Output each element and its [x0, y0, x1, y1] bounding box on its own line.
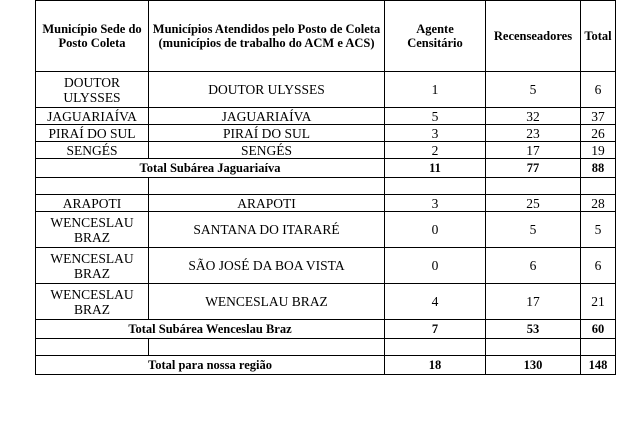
- cell-total: 26: [581, 125, 616, 142]
- cell-agente: 5: [385, 108, 486, 125]
- grand-total-row: [36, 356, 616, 375]
- cell-agente: 2: [385, 142, 486, 159]
- spacer-row: [36, 178, 616, 195]
- cell-agente: 0: [385, 248, 486, 284]
- cell-agente: 4: [385, 284, 486, 320]
- cell-municipio: SANTANA DO ITARARÉ: [149, 212, 385, 248]
- cell-agente: 1: [385, 72, 486, 108]
- cell-municipio: DOUTOR ULYSSES: [149, 72, 385, 108]
- cell-sede: DOUTOR ULYSSES: [36, 72, 149, 108]
- table-row: [36, 142, 616, 159]
- empty-cell: [486, 178, 581, 195]
- empty-cell: [36, 339, 149, 356]
- grand-total-total: 148: [581, 356, 616, 375]
- cell-recenseadores: 5: [486, 212, 581, 248]
- cell-municipio: PIRAÍ DO SUL: [149, 125, 385, 142]
- cell-sede: WENCESLAU BRAZ: [36, 284, 149, 320]
- cell-sede: WENCESLAU BRAZ: [36, 248, 149, 284]
- cell-municipio: SENGÉS: [149, 142, 385, 159]
- table-row: [36, 125, 616, 142]
- cell-total: 6: [581, 72, 616, 108]
- cell-total: 37: [581, 108, 616, 125]
- grand-total-label: Total para nossa região: [36, 356, 385, 375]
- subtotal-agente: 11: [385, 159, 486, 178]
- table-row: [36, 212, 616, 248]
- empty-cell: [385, 339, 486, 356]
- cell-recenseadores: 17: [486, 284, 581, 320]
- cell-sede: WENCESLAU BRAZ: [36, 212, 149, 248]
- cell-agente: 3: [385, 195, 486, 212]
- empty-cell: [581, 339, 616, 356]
- cell-municipio: ARAPOTI: [149, 195, 385, 212]
- subtotal-row: [36, 159, 616, 178]
- header-total: Total: [581, 1, 616, 72]
- table-row: [36, 195, 616, 212]
- subtotal-total: 60: [581, 320, 616, 339]
- header-agente: Agente Censitário: [385, 1, 486, 72]
- cell-total: 5: [581, 212, 616, 248]
- cell-recenseadores: 23: [486, 125, 581, 142]
- header-recenseadores: Recenseadores: [486, 1, 581, 72]
- census-table: [35, 0, 616, 375]
- header-sede: Município Sede do Posto Coleta: [36, 1, 149, 72]
- subtotal-row: [36, 320, 616, 339]
- grand-total-recenseadores: 130: [486, 356, 581, 375]
- cell-sede: ARAPOTI: [36, 195, 149, 212]
- cell-total: 28: [581, 195, 616, 212]
- table-row: [36, 108, 616, 125]
- subtotal-total: 88: [581, 159, 616, 178]
- cell-total: 19: [581, 142, 616, 159]
- cell-sede: PIRAÍ DO SUL: [36, 125, 149, 142]
- empty-cell: [149, 178, 385, 195]
- cell-sede: SENGÉS: [36, 142, 149, 159]
- table-container: [35, 0, 616, 375]
- cell-recenseadores: 17: [486, 142, 581, 159]
- subtotal-label: Total Subárea Wenceslau Braz: [36, 320, 385, 339]
- table-row: [36, 72, 616, 108]
- table-row: [36, 248, 616, 284]
- cell-sede: JAGUARIAÍVA: [36, 108, 149, 125]
- empty-cell: [36, 178, 149, 195]
- cell-recenseadores: 25: [486, 195, 581, 212]
- cell-agente: 0: [385, 212, 486, 248]
- grand-total-agente: 18: [385, 356, 486, 375]
- empty-cell: [581, 178, 616, 195]
- subtotal-recenseadores: 53: [486, 320, 581, 339]
- cell-recenseadores: 6: [486, 248, 581, 284]
- cell-total: 21: [581, 284, 616, 320]
- cell-recenseadores: 5: [486, 72, 581, 108]
- cell-recenseadores: 32: [486, 108, 581, 125]
- cell-agente: 3: [385, 125, 486, 142]
- header-row: [36, 1, 616, 72]
- empty-cell: [149, 339, 385, 356]
- spacer-row: [36, 339, 616, 356]
- subtotal-label: Total Subárea Jaguariaíva: [36, 159, 385, 178]
- cell-municipio: WENCESLAU BRAZ: [149, 284, 385, 320]
- cell-municipio: SÃO JOSÉ DA BOA VISTA: [149, 248, 385, 284]
- table-row: [36, 284, 616, 320]
- cell-total: 6: [581, 248, 616, 284]
- empty-cell: [486, 339, 581, 356]
- subtotal-agente: 7: [385, 320, 486, 339]
- empty-cell: [385, 178, 486, 195]
- header-municipios: Municípios Atendidos pelo Posto de Coleta (municípios de trabalho do ACM e ACS): [149, 1, 385, 72]
- cell-municipio: JAGUARIAÍVA: [149, 108, 385, 125]
- subtotal-recenseadores: 77: [486, 159, 581, 178]
